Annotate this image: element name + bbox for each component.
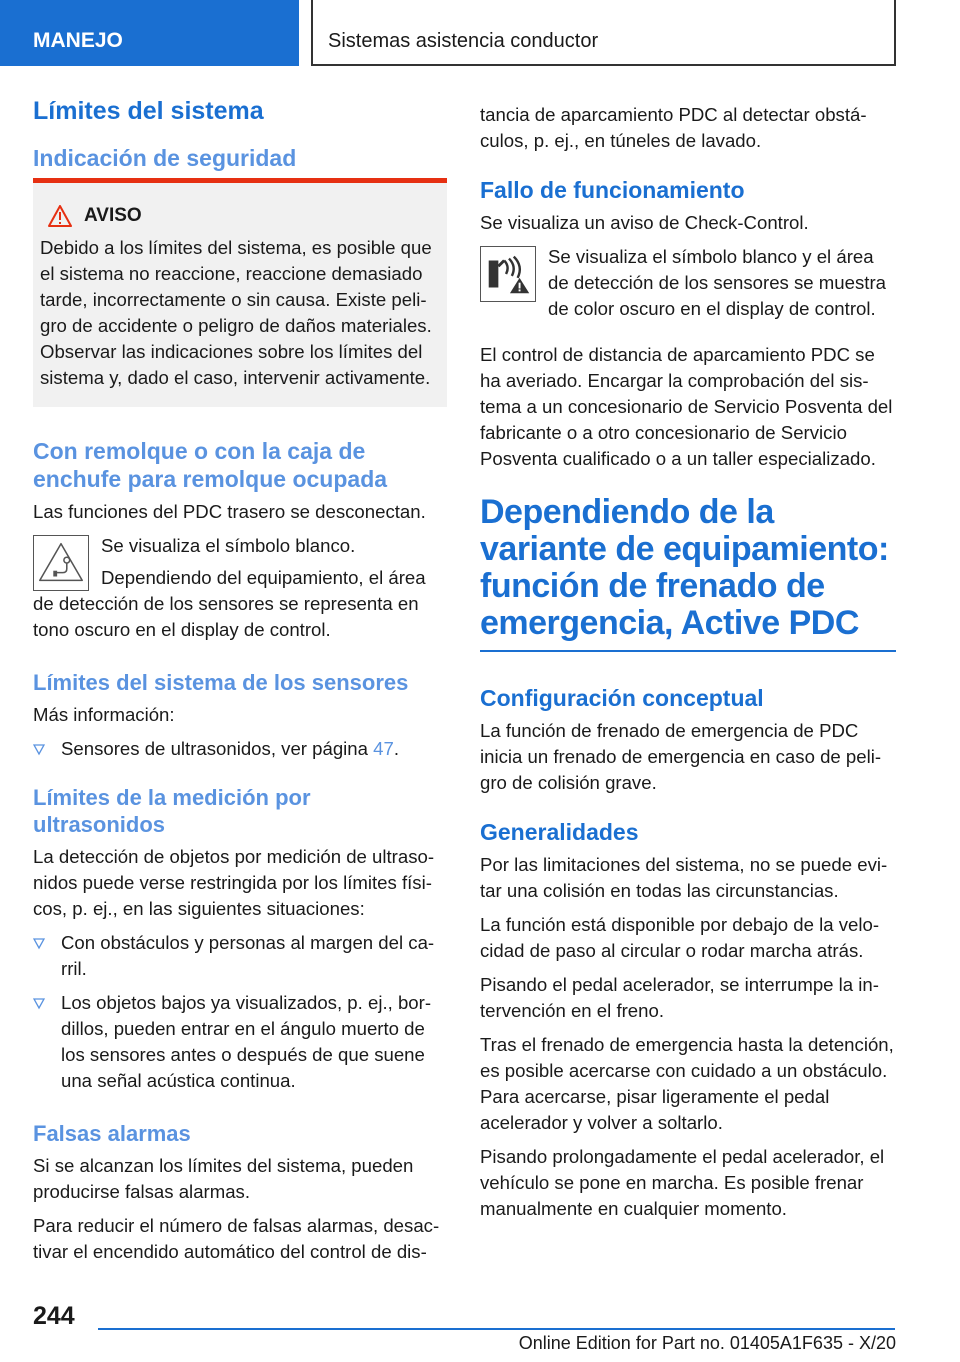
warning-box bbox=[33, 178, 447, 407]
list-item bbox=[33, 736, 447, 762]
continued-paragraph: tancia de aparcamiento PDC al detectar obstáculos, p. ej., en túneles de lavado. bbox=[480, 104, 867, 151]
trailer-paragraph: Las funciones del PDC trasero se desconectan. bbox=[33, 501, 426, 522]
edition-text: Online Edition for Part no. 01405A1F635 - X/20 bbox=[518, 1333, 896, 1353]
warning-text: Debido a los límites del sistema, es posible que el sistema no reaccione, reaccione demasiado tarde, incorrectamente o sin causa. Existe peligro de accidente o peligro de daños materiales. Observar las indicaciones sobre los límites del sistema y, dado el caso, intervenir activamente. bbox=[40, 237, 432, 388]
triangle-bullet-icon bbox=[33, 998, 45, 1010]
triangle-bullet-icon bbox=[33, 938, 45, 950]
fault-heading: Fallo de funcionamiento bbox=[480, 177, 745, 203]
page-header bbox=[0, 0, 960, 66]
warning-title: AVISO bbox=[84, 205, 142, 226]
fault-symbol-row bbox=[480, 244, 896, 330]
sensor-item-text: Sensores de ultrasonidos, ver página bbox=[61, 738, 374, 759]
pdc-fault-icon bbox=[480, 246, 536, 302]
trailer-icon-text-2: Dependiendo del equipamiento, el área de detección de los sensores se representa en tono oscuro en el display de control. bbox=[33, 567, 426, 640]
sensor-list bbox=[33, 736, 447, 762]
right-column bbox=[480, 102, 896, 1230]
warning-triangle-icon bbox=[48, 205, 72, 227]
section-label: MANEJO bbox=[0, 0, 299, 66]
general-heading: Generalidades bbox=[480, 819, 639, 845]
false-alarms-heading: Falsas alarmas bbox=[33, 1121, 191, 1146]
general-paragraph: Pisando el pedal acelerador, se interrumpe la intervención en el freno. bbox=[480, 974, 879, 1021]
list-item bbox=[33, 930, 447, 982]
ultrasonic-heading: Límites de la medición por ultrasonidos bbox=[33, 785, 311, 837]
fault-paragraph-2: El control de distancia de aparcamiento PDC se ha averiado. Encargar la comprobación del sistema a un concesionario de Servicio Posventa del fabricante o a otro concesionario de Servicio Posventa cualificado o a un taller especializado. bbox=[480, 344, 893, 469]
emergency-braking-title: Dependiendo de la variante de equipamiento: función de frenado de emergencia, Active PDC bbox=[480, 494, 896, 652]
page-number: 244 bbox=[33, 1302, 75, 1330]
false-alarms-paragraph-1: Si se alcanzan los límites del sistema, pueden producirse falsas alarmas. bbox=[33, 1155, 414, 1202]
sensor-paragraph: Más información: bbox=[33, 704, 175, 725]
general-paragraph: Tras el frenado de emergencia hasta la detención, es posible acercarse con cuidado a un obstáculo. Para acercarse, pisar ligeramente el pedal acelerador y volver a soltarlo. bbox=[480, 1034, 894, 1133]
triangle-bullet-icon bbox=[33, 744, 45, 756]
list-item bbox=[33, 990, 447, 1094]
safety-heading: Indicación de seguridad bbox=[33, 145, 297, 171]
concept-heading: Configuración conceptual bbox=[480, 685, 764, 711]
general-paragraph: La función está disponible por debajo de la velocidad de paso al circular o rodar marcha atrás. bbox=[480, 914, 880, 961]
ultrasonic-item-1: Con obstáculos y personas al margen del carril. bbox=[61, 932, 435, 979]
general-paragraph: Por las limitaciones del sistema, no se puede evitar una colisión en todas las circunstancias. bbox=[480, 854, 888, 901]
fault-paragraph-1: Se visualiza un aviso de Check-Control. bbox=[480, 212, 809, 233]
chapter-label: Sistemas asistencia conductor bbox=[311, 0, 896, 66]
general-paragraph: Pisando prolongadamente el pedal acelerador, el vehículo se pone en marcha. Es posible frenar manualmente en cualquier momento. bbox=[480, 1146, 885, 1219]
left-column bbox=[33, 96, 447, 1273]
ultrasonic-paragraph: La detección de objetos por medición de ultrasonidos puede verse restringida por los límites físicos, p. ej., en las siguientes situaciones: bbox=[33, 846, 435, 919]
sensor-limits-heading: Límites del sistema de los sensores bbox=[33, 670, 409, 695]
trailer-icon-text-1: Se visualiza el símbolo blanco. bbox=[101, 535, 356, 556]
sensor-item-end: . bbox=[393, 738, 400, 759]
system-limits-heading: Límites del sistema bbox=[33, 97, 264, 125]
false-alarms-paragraph-2: Para reducir el número de falsas alarmas, desactivar el encendido automático del control de dis- bbox=[33, 1215, 440, 1262]
concept-paragraph: La función de frenado de emergencia de PDC inicia un frenado de emergencia en caso de peligro de colisión grave. bbox=[480, 720, 882, 793]
trailer-heading: Con remolque o con la caja de enchufe para remolque ocupada bbox=[33, 438, 388, 492]
ultrasonic-item-2: Los objetos bajos ya visualizados, p. ej., bordillos, pueden entrar en el ángulo muerto de los sensores antes o después de que suene una señal acústica continua. bbox=[61, 992, 432, 1091]
footer-divider bbox=[98, 1328, 895, 1330]
ultrasonic-list bbox=[33, 930, 447, 1094]
trailer-warning-icon bbox=[33, 535, 89, 591]
fault-icon-text: Se visualiza el símbolo blanco y el área de detección de los sensores se muestra de color oscuro en el display de control. bbox=[548, 246, 886, 319]
page-link[interactable]: 47 bbox=[373, 738, 394, 759]
